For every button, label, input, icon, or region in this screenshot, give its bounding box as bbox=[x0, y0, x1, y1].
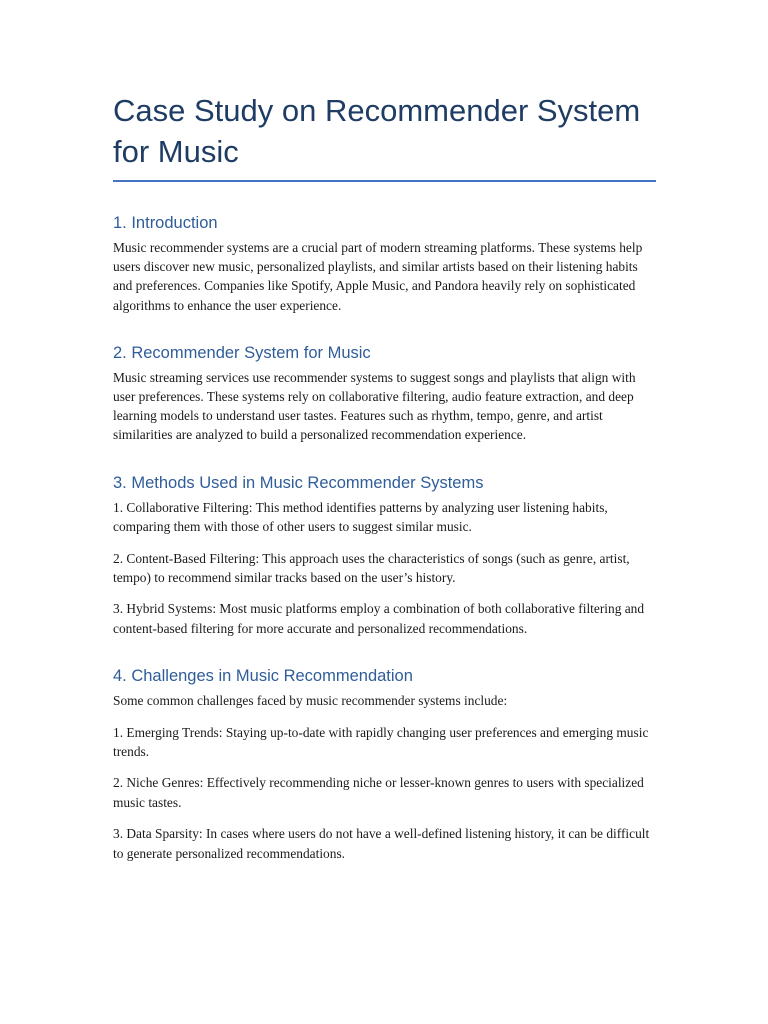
paragraph: Music recommender systems are a crucial part of modern streaming platforms. These systems help users discover new music, personalized playlists, and similar artists based on their listening habits and preferences. Companies like Spotify, Apple Music, and Pandora heavily rely on sophisticated algorithms to enhance the user experience. bbox=[113, 240, 643, 313]
section-challenges bbox=[113, 666, 656, 863]
list-item: 2. Niche Genres: Effectively recommending niche or lesser-known genres to users with specialized music tastes. bbox=[113, 775, 644, 810]
section-heading: 3. Methods Used in Music Recommender Systems bbox=[113, 473, 484, 492]
list-item: 3. Data Sparsity: In cases where users do not have a well-defined listening history, it can be difficult to generate personalized recommendations. bbox=[113, 826, 650, 861]
paragraph: Some common challenges faced by music recommender systems include: bbox=[113, 692, 508, 708]
document-page bbox=[113, 90, 656, 863]
section-heading: 1. Introduction bbox=[113, 214, 218, 232]
section-introduction bbox=[113, 213, 656, 315]
section-heading: 2. Recommender System for Music bbox=[113, 343, 371, 362]
list-item: 1. Collaborative Filtering: This method identifies patterns by analyzing user listening habits, comparing them with those of other users to suggest similar music. bbox=[113, 499, 608, 534]
document-title: Case Study on Recommender System for Music bbox=[113, 90, 656, 182]
section-methods bbox=[113, 473, 656, 638]
list-item: 3. Hybrid Systems: Most music platforms employ a combination of both collaborative filtering and content-based filtering for more accurate and personalized recommendations. bbox=[113, 601, 645, 636]
paragraph: Music streaming services use recommender systems to suggest songs and playlists that align with user preferences. These systems rely on collaborative filtering, audio feature extraction, and deep learning models to understand user tastes. Features such as rhythm, tempo, genre, and artist similarities are analyzed to build a personalized recommendation experience. bbox=[113, 369, 636, 443]
list-item: 2. Content-Based Filtering: This approach uses the characteristics of songs (such as genre, artist, tempo) to recommend similar tracks based on the user’s history. bbox=[113, 550, 630, 585]
section-recommender-system bbox=[113, 343, 656, 445]
section-heading: 4. Challenges in Music Recommendation bbox=[113, 666, 413, 685]
list-item: 1. Emerging Trends: Staying up-to-date with rapidly changing user preferences and emerging music trends. bbox=[113, 724, 649, 759]
